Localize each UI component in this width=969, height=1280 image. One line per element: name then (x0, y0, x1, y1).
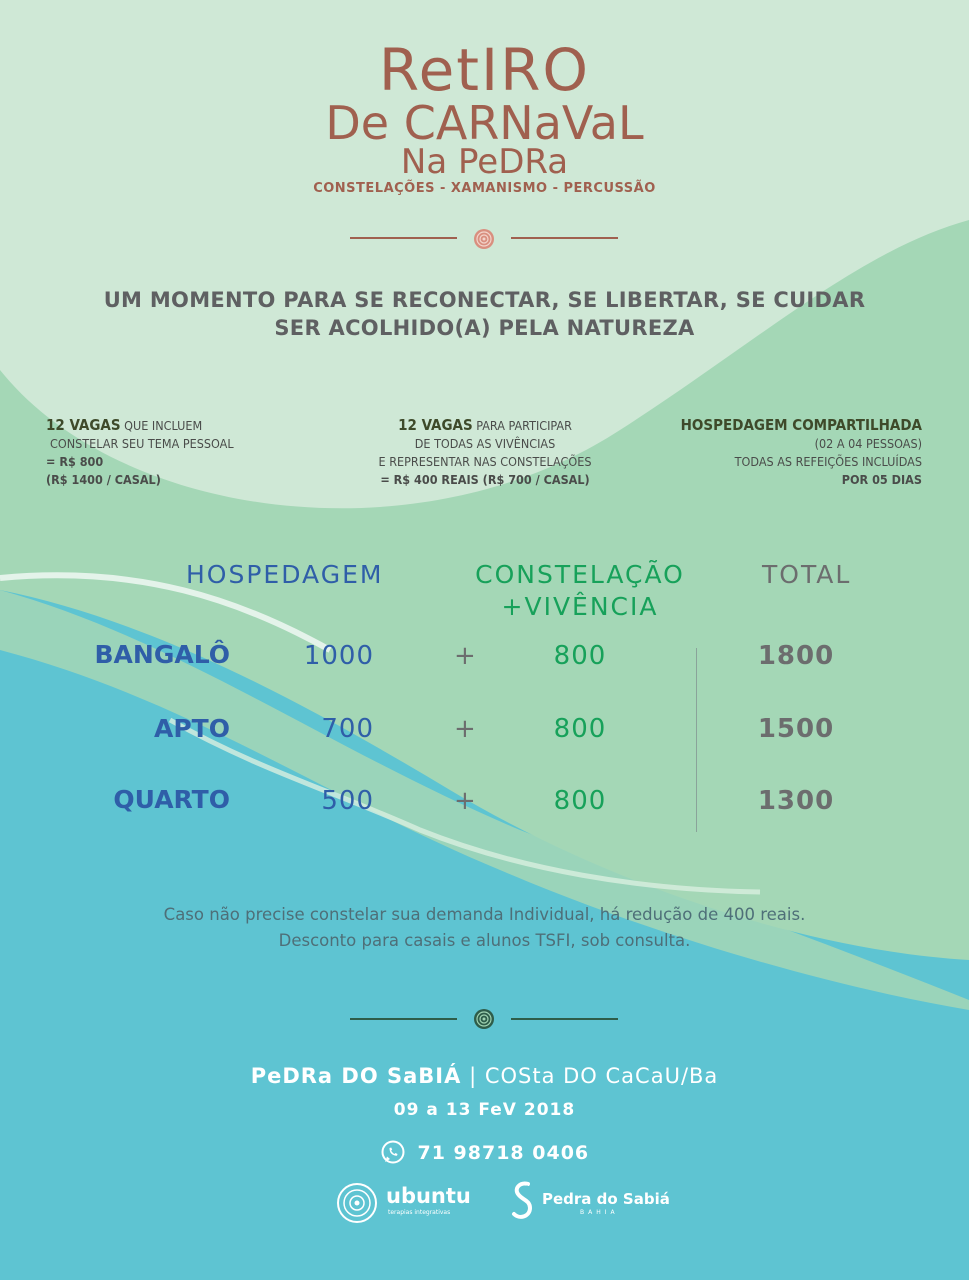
tagline-line-2: SER ACOLHIDO(A) PELA NATUREZA (274, 316, 695, 340)
offer-1-line: = R$ 800 (46, 454, 104, 469)
offer-3-bold: HOSPEDAGEM COMPARTILHADA (680, 416, 922, 434)
offer-vivencias (330, 416, 640, 489)
header-total: TOTAL (762, 560, 852, 589)
whatsapp-icon (380, 1139, 406, 1165)
pedra-logo-name: Pedra do Sabiá (542, 1190, 670, 1208)
bird-icon (508, 1180, 538, 1222)
event-dates: 09 a 13 FeV 2018 (393, 1100, 576, 1120)
ubuntu-logo-sub: terapias integrativas (388, 1209, 451, 1216)
offer-constelar (46, 416, 306, 489)
venue-location (0, 1064, 969, 1088)
offer-1-bold: 12 VAGAS (46, 416, 121, 434)
spiral-icon (473, 228, 495, 250)
subtitle: CONSTELAÇÕES - XAMANISMO - PERCUSSÃO (313, 181, 656, 196)
header-constelacao (460, 559, 700, 623)
ubuntu-logo-name: ubuntu (386, 1184, 471, 1208)
row-constelacao-value: 800 (553, 714, 607, 744)
offer-2-line: = R$ 400 REAIS (R$ 700 / CASAL) (380, 472, 590, 487)
plus-sign: + (454, 641, 477, 671)
tagline (0, 286, 969, 342)
footer-divider-right (511, 1018, 618, 1020)
offer-3-line: POR 05 DIAS (841, 472, 922, 487)
offer-2-bold: 12 VAGAS (398, 416, 473, 434)
divider-left (350, 237, 457, 239)
phone-row (0, 1139, 969, 1165)
tagline-line-1: UM MOMENTO PARA SE RECONECTAR, SE LIBERTAR, SE CUIDAR (103, 288, 866, 312)
table-divider (696, 648, 697, 832)
row-label-apto: APTO (154, 714, 230, 743)
title-line-1: RetIRO (378, 36, 591, 104)
row-total-value: 1300 (757, 786, 835, 816)
plus-sign: + (454, 786, 477, 816)
row-constelacao-value: 800 (553, 641, 607, 671)
phone-number[interactable]: 71 98718 0406 (417, 1142, 590, 1164)
venue-separator: | (469, 1064, 478, 1088)
discount-note-line-2: Desconto para casais e alunos TSFI, sob consulta. (278, 931, 691, 950)
offer-3-line: TODAS AS REFEIÇÕES INCLUÍDAS (734, 454, 922, 469)
offer-1-rest: QUE INCLUEM (120, 418, 203, 433)
offer-1-line: (R$ 1400 / CASAL) (46, 472, 161, 487)
offer-3-line: (02 A 04 PESSOAS) (814, 436, 922, 451)
spiral-icon (473, 1008, 495, 1030)
venue-name: PeDRa DO SaBIÁ (250, 1064, 462, 1088)
discount-note (0, 902, 969, 954)
row-hospedagem-value: 500 (321, 786, 374, 816)
plus-sign: + (454, 714, 477, 744)
row-label-bangalo: BANGALÔ (94, 640, 230, 669)
row-total-value: 1800 (757, 641, 835, 671)
offer-2-rest: PARA PARTICIPAR (472, 418, 572, 433)
row-hospedagem-value: 1000 (303, 641, 374, 671)
venue-location-text: COSta DO CaCaU/Ba (484, 1064, 719, 1088)
mandala-icon (336, 1182, 378, 1224)
ubuntu-logo (336, 1182, 486, 1224)
offer-hospedagem (620, 416, 922, 489)
discount-note-line-1: Caso não precise constelar sua demanda Individual, há redução de 400 reais. (163, 905, 806, 924)
pedra-logo-sub: BAHIA (580, 1209, 619, 1216)
offer-2-line: DE TODAS AS VIVÊNCIAS (414, 436, 556, 451)
divider-right (511, 237, 618, 239)
header-constelacao-line-2: +VIVÊNCIA (501, 592, 659, 621)
header-constelacao-line-1: CONSTELAÇÃO (475, 560, 685, 589)
row-hospedagem-value: 700 (321, 714, 374, 744)
row-constelacao-value: 800 (553, 786, 607, 816)
title-line-2: De CARNaVaL (325, 96, 644, 150)
row-label-quarto: QUARTO (113, 785, 230, 814)
pedra-do-sabia-logo (508, 1180, 678, 1224)
row-total-value: 1500 (757, 714, 835, 744)
footer-divider-left (350, 1018, 457, 1020)
title-line-3: Na PeDRa (400, 142, 569, 182)
header-hospedagem: HOSPEDAGEM (186, 560, 384, 589)
offer-2-line: E REPRESENTAR NAS CONSTELAÇÕES (378, 454, 592, 469)
offer-1-line: CONSTELAR SEU TEMA PESSOAL (50, 436, 234, 451)
